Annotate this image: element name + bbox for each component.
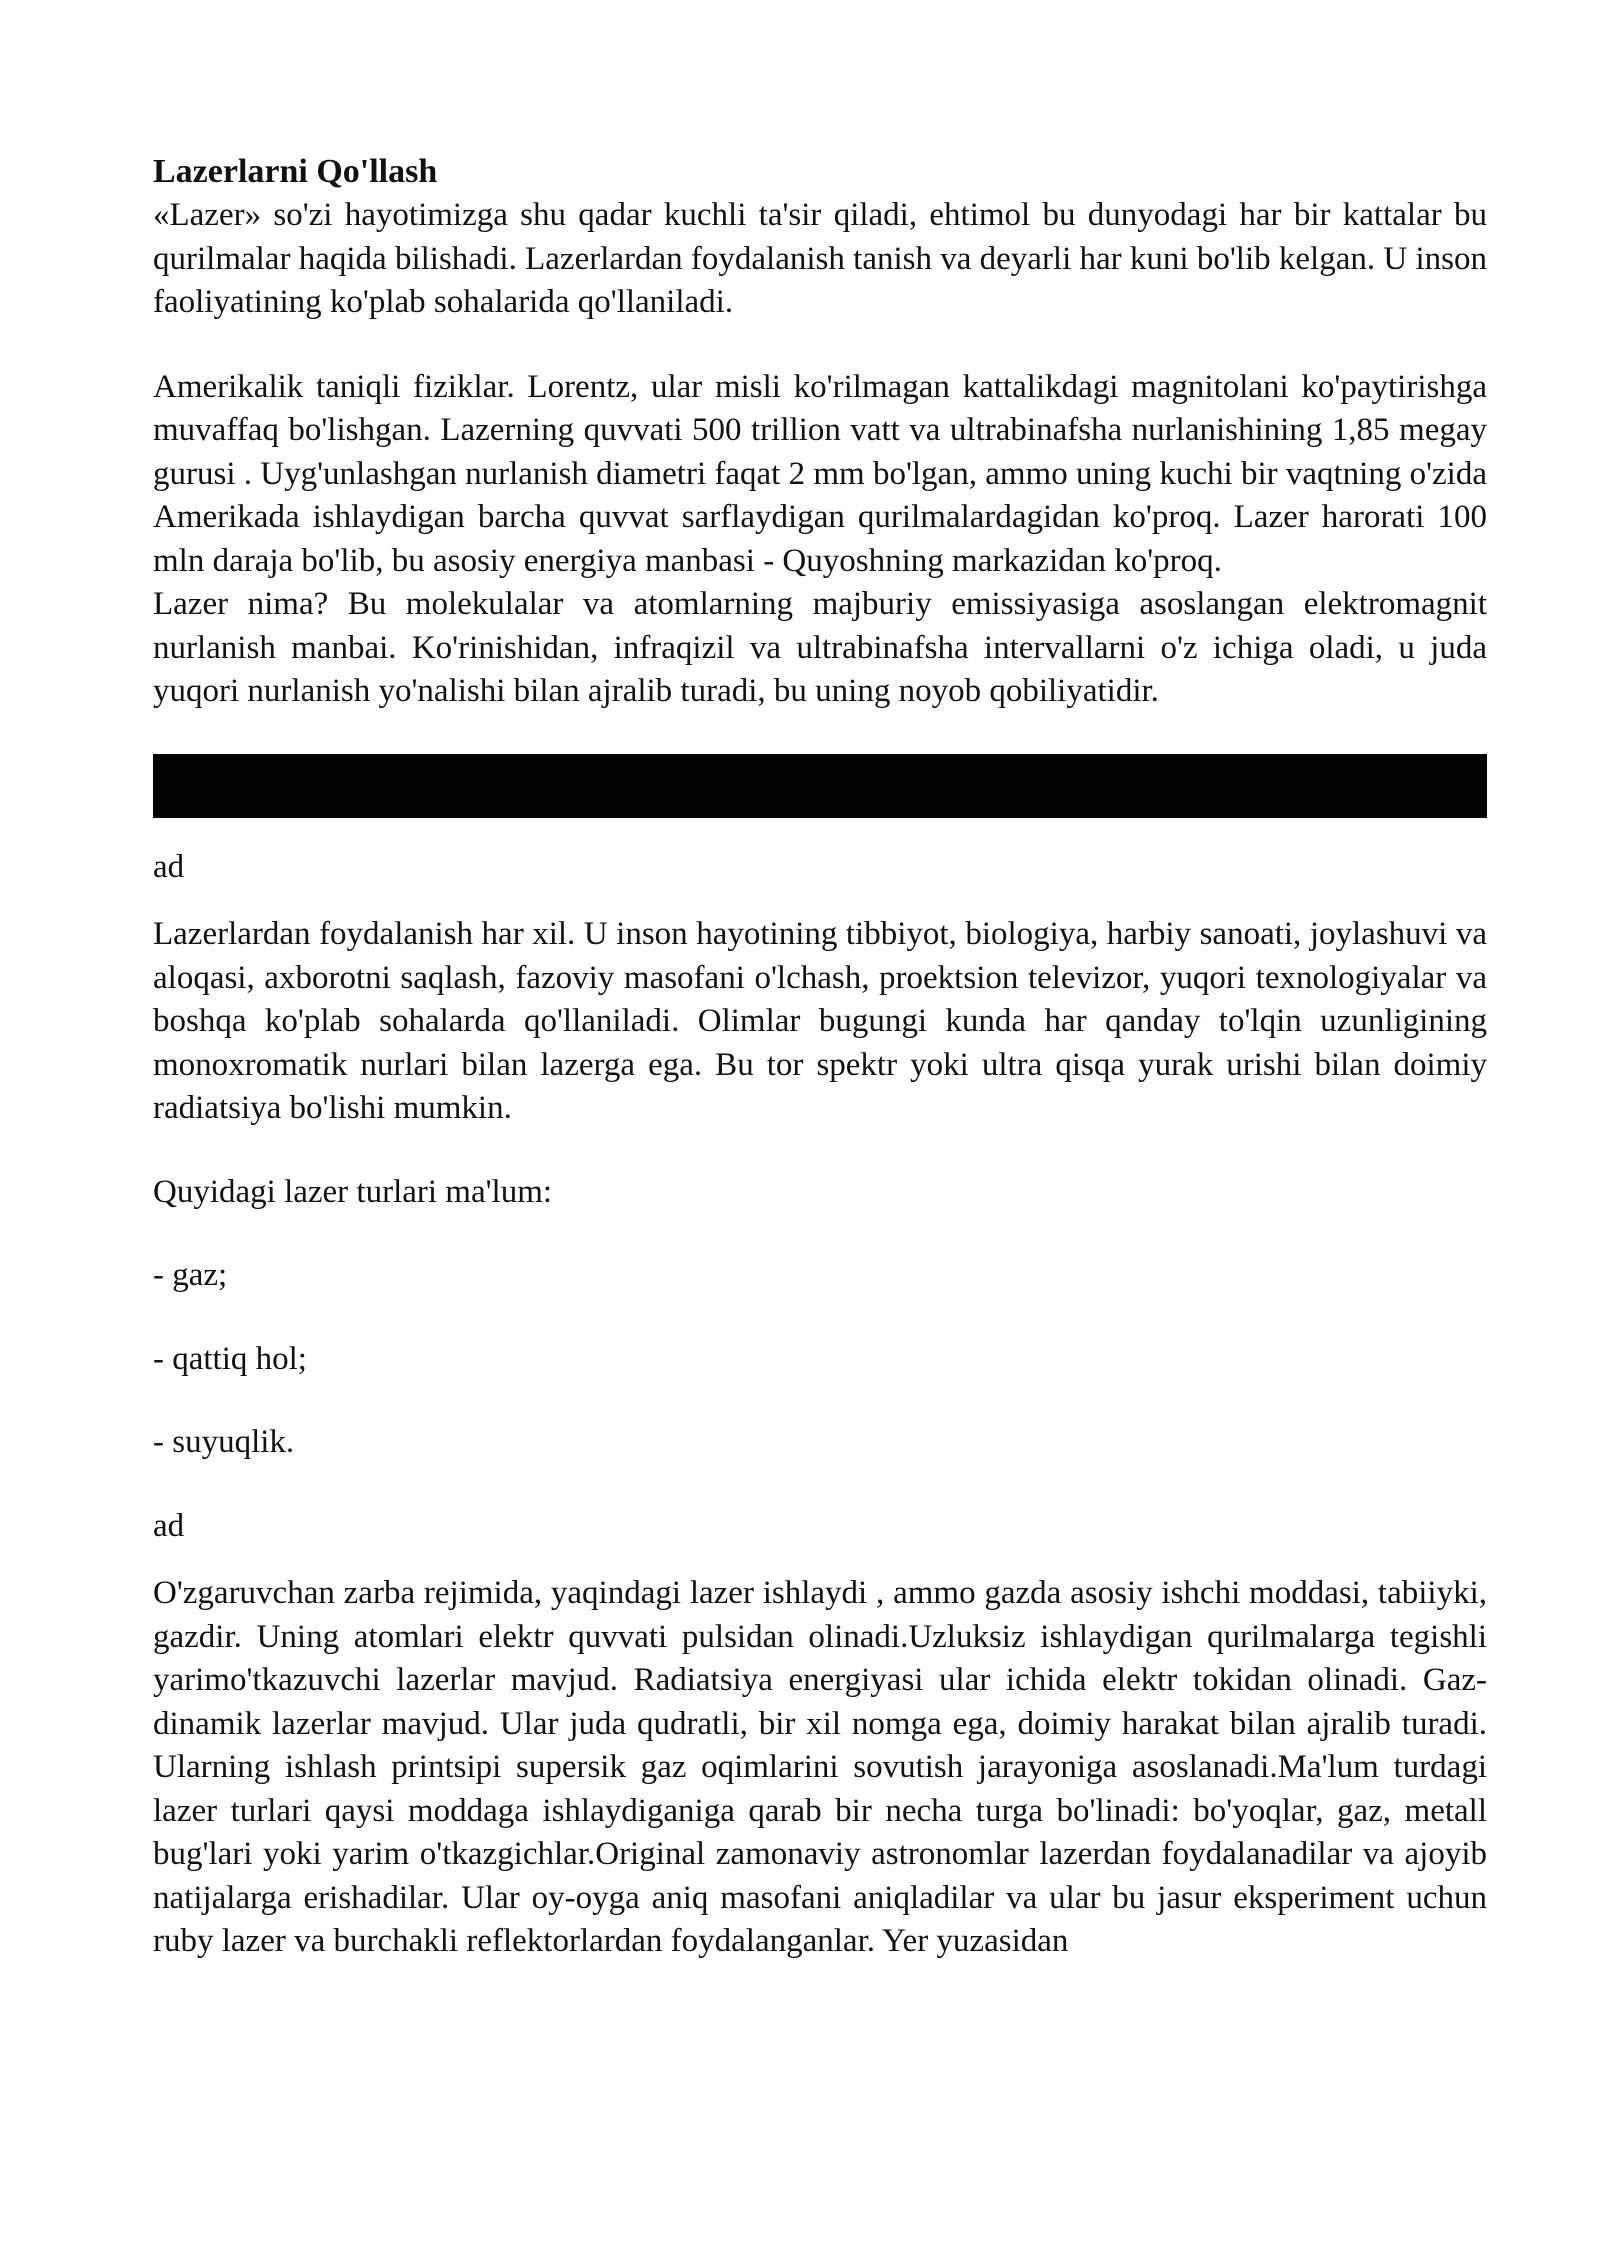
document-title: Lazerlarni Qo'llash (153, 153, 438, 190)
paragraph-what-is-laser: Lazer nima? Bu molekulalar va atomlarning majburiy emissiyasiga asoslangan elektromagnit nurlanish manbai. Ko'rinishidan, infraqizil va ultrabinafsha intervallarni o'z ichiga oladi, u juda yuqori nurlanish yo'nalishi bilan ajralib turadi, bu uning noyob qobiliyatidir. (153, 586, 1487, 709)
ad-label: ad (153, 848, 185, 885)
list-item: - suyuqlik. (153, 1424, 295, 1460)
list-item: - gaz; (153, 1257, 228, 1293)
redacted-banner (153, 754, 1487, 818)
paragraph-gas-lasers: O'zgaruvchan zarba rejimida, yaqindagi lazer ishlaydi , ammo gazda asosiy ishchi moddasi, tabiiyki, gazdir. Uning atomlari elektr quvvati pulsidan olinadi.Uzluksiz ishlaydigan qurilmalarga tegishli yarimo'tkazuvchi lazerlar mavjud. Radiatsiya energiyasi ular ichida elektr tokidan olinadi. Gaz-dinamik lazerlar mavjud. Ular juda qudratli, bir xil nomga ega, doimiy harakat bilan ajralib turadi. Ularning ishlash printsipi supersik gaz oqimlarini sovutish jarayoniga asoslanadi.Ma'lum turdagi lazer turlari qaysi moddaga ishlaydiganiga qarab bir necha turga bo'linadi: bo'yoqlar, gaz, metall bug'lari yoki yarim o'tkazgichlar.Original zamonaviy astronomlar lazerdan foydalanadilar va ajoyib natijalarga erishadilar. Ular oy-oyga aniq masofani aniqladilar va ular bu jasur eksperiment uchun ruby lazer va burchakli reflektorlardan foydalanganlar. Yer yuzasidan (153, 1575, 1487, 1959)
document-page (153, 150, 1487, 1964)
paragraph-intro: «Lazer» so'zi hayotimizga shu qadar kuchli ta'sir qiladi, ehtimol bu dunyodagi har bir kattalar bu qurilmalar haqida bilishadi. Lazerlardan foydalanish tanish va deyarli har kuni bo'lib kelgan. U inson faoliyatining ko'plab sohalarida qo'llaniladi. (153, 197, 1487, 320)
paragraph-uses: Lazerlardan foydalanish har xil. U inson hayotining tibbiyot, biologiya, harbiy sanoati, joylashuvi va aloqasi, axborotni saqlash, fazoviy masofani o'lchash, proektsion televizor, yuqori texnologiyalar va boshqa ko'plab sohalarda qo'llaniladi. Olimlar bugungi kunda har qanday to'lqin uzunligining monoxromatik nurlari bilan lazerga ega. Bu tor spektr yoki ultra qisqa yurak urishi bilan doimiy radiatsiya bo'lishi mumkin. (153, 916, 1487, 1126)
list-item: - qattiq hol; (153, 1340, 307, 1377)
list-intro: Quyidagi lazer turlari ma'lum: (153, 1173, 553, 1210)
ad-label: ad (153, 1507, 185, 1544)
paragraph-lorentz: Amerikalik taniqli fiziklar. Lorentz, ular misli ko'rilmagan kattalikdagi magnitolani ko'paytirishga muvaffaq bo'lishgan. Lazerning quvvati 500 trillion vatt va ultrabinafsha nurlanishining 1,85 megay gurusi . Uyg'unlashgan nurlanish diametri faqat 2 mm bo'lgan, ammo uning kuchi bir vaqtning o'zida Amerikada ishlaydigan barcha quvvat sarflaydigan qurilmalardagidan ko'proq. Lazer harorati 100 mln daraja bo'lib, bu asosiy energiya manbasi - Quyoshning markazidan ko'proq. (153, 368, 1487, 579)
